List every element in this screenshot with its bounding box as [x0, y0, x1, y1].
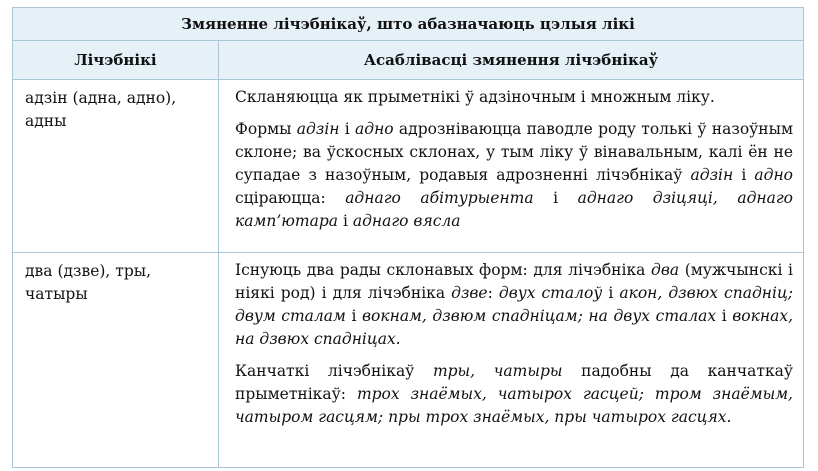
- example-text: вокнам, дзвюм спадніцам; на двух сталах: [362, 307, 717, 325]
- numeral-cell: два (дзве), тры, чатыры: [13, 253, 219, 468]
- example-text: вокнах, на дзвюх спадніцах.: [235, 307, 793, 348]
- rule-text: :: [487, 284, 499, 302]
- rule-text: падобны да канчаткаў прыметнікаў:: [235, 362, 793, 403]
- table-row: [13, 80, 804, 253]
- example-text: двух сталоў: [498, 284, 603, 302]
- example-text: аднаго абітурыента: [345, 189, 534, 207]
- description-paragraph: [235, 118, 793, 233]
- rule-text: Канчаткі лічэбнікаў: [235, 362, 433, 380]
- table-row: [13, 253, 804, 468]
- rule-text: і: [339, 120, 356, 138]
- example-text: трох знаёмых, чатырох гасцей; тром знаёмым, чатыром гасцям; пры трох знаёмых, пры чатырох гасцях.: [235, 385, 793, 426]
- example-text: адно: [355, 120, 394, 138]
- description-paragraph: [235, 360, 793, 429]
- rule-text: і: [733, 166, 755, 184]
- numeral-change-table: [12, 7, 804, 468]
- numeral-cell: адзін (адна, адно), адны: [13, 80, 219, 253]
- description-paragraph: [235, 259, 793, 351]
- table-title: Змяненне лічэбнікаў, што абазначаюць цэлыя лікі: [13, 8, 804, 41]
- example-text: адно: [754, 166, 794, 184]
- rule-text: (мужчынскі і ніякі род) і для лічэбніка: [235, 261, 793, 302]
- rule-text: Формы: [235, 120, 297, 138]
- example-text: адзін: [690, 166, 734, 184]
- column-header-numerals: Лічэбнікі: [13, 41, 219, 80]
- rule-text: сціраюцца:: [235, 189, 346, 207]
- rule-text: і: [716, 307, 733, 325]
- rule-text: адрозніваюцца паводле роду толькі ў назоўным склоне; ва ўскосных склонах, у тым ліку ў вінавальным, калі ён не супадае з назоўным, родавыя адрозненні лічэбнікаў: [235, 120, 793, 184]
- rule-text: Існуюць два рады склонавых форм: для лічэбніка: [235, 261, 651, 279]
- example-text: адзін: [296, 120, 340, 138]
- rule-text: і: [602, 284, 620, 302]
- rule-text: і: [345, 307, 362, 325]
- description-cell: [219, 253, 804, 468]
- column-header-features: Асаблівасці змянення лічэбнікаў: [219, 41, 804, 80]
- example-text: акон, дзвюх спадніц; двум сталам: [235, 284, 793, 325]
- example-text: аднаго вясла: [352, 212, 461, 230]
- description-cell: [219, 80, 804, 253]
- description-paragraph: [235, 86, 793, 109]
- rule-text: Скланяюцца як прыметнікі ў адзіночным і множным ліку.: [235, 88, 715, 106]
- rule-text: і: [338, 212, 353, 230]
- example-text: аднаго дзіцяці, аднаго камп’ютара: [235, 189, 794, 230]
- example-text: тры, чатыры: [432, 362, 563, 380]
- rule-text: і: [533, 189, 578, 207]
- example-text: два: [651, 261, 680, 279]
- example-text: дзве: [451, 284, 488, 302]
